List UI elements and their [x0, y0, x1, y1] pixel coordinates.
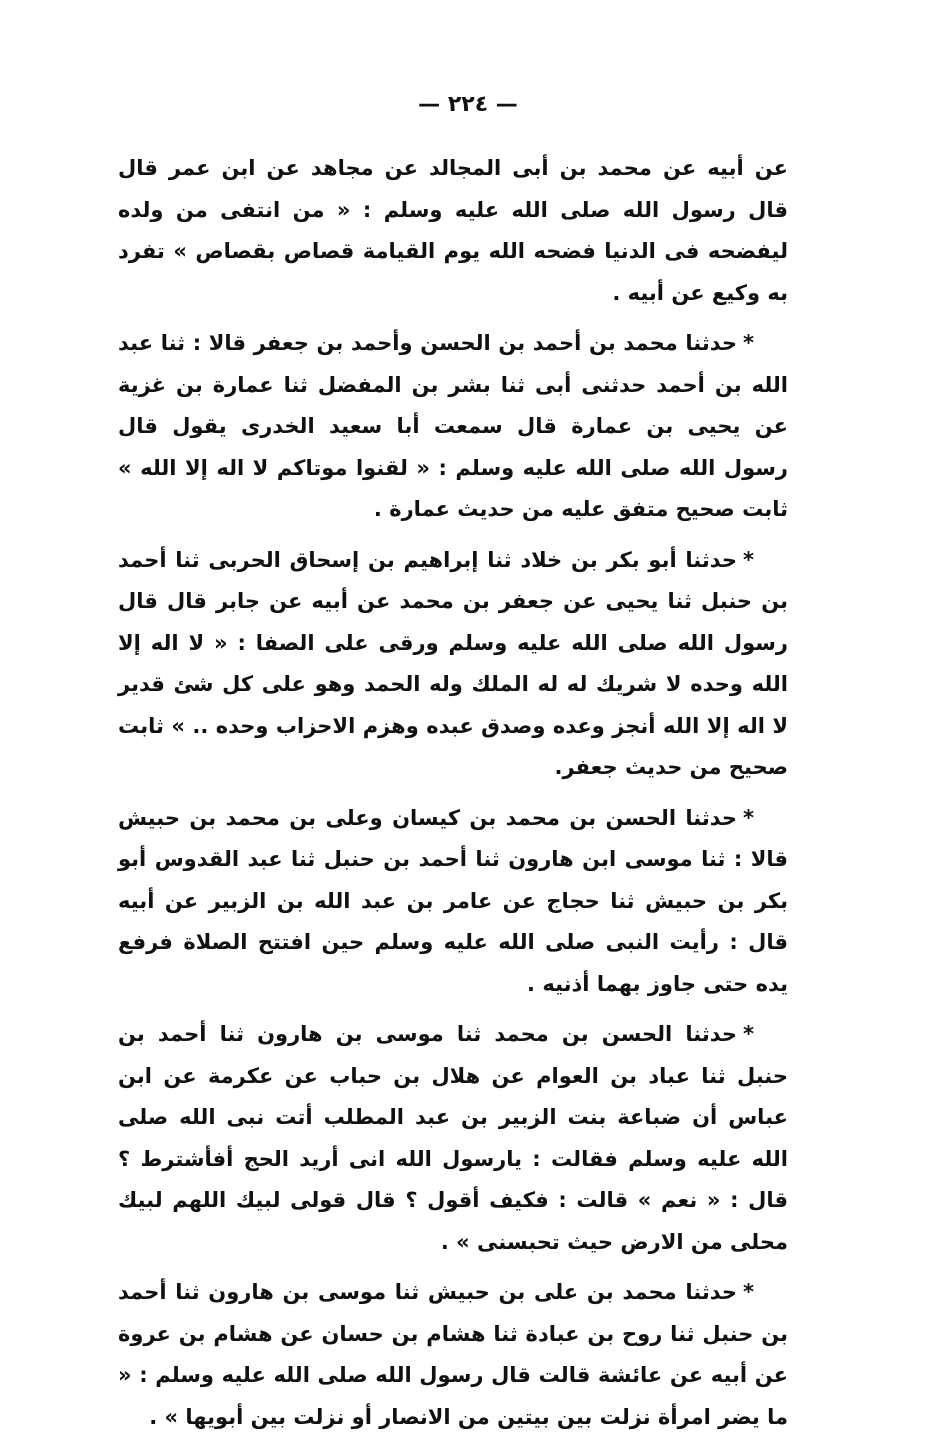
paragraph-3: [118, 540, 788, 789]
paragraph-1: [118, 148, 788, 314]
paragraph-text: حدثنا محمد بن أحمد بن الحسن وأحمد بن جعفر قالا : ثنا عبد الله بن أحمد حدثنى أبى ثنا بشر بن المفضل ثنا عمارة بن غزية عن يحيى بن عمارة قال سمعت أبا سعيد الخدرى يقول قال رسول الله صلى الله عليه وسلم : « لقنوا موتاكم لا اله إلا الله » ثابت صحيح متفق عليه من حديث عمارة .: [118, 331, 788, 521]
paragraph-text: حدثنا أبو بكر بن خلاد ثنا إبراهيم بن إسحاق الحربى ثنا أحمد بن حنبل ثنا يحيى عن جعفر بن محمد عن أبيه عن جابر قال قال رسول الله صلى الله عليه وسلم ورقى على الصفا : « لا اله إلا الله وحده لا شريك له له الملك وله الحمد وهو على كل شئ قدير لا اله إلا الله أنجز وعده وصدق عبده وهزم الاحزاب وحده .. » ثابت صحيح من حديث جعفر.: [118, 547, 788, 779]
paragraph-text: حدثنا الحسن بن محمد ثنا موسى بن هارون ثنا أحمد بن حنبل ثنا عباد بن العوام عن هلال بن حباب عن عكرمة عن ابن عباس أن ضباعة بنت الزبير بن عبد المطلب أتت نبى الله صلى الله عليه وسلم فقالت : يارسول الله انى أريد الحج أفأشترط ؟ قال : « نعم » قالت : فكيف أقول ؟ قال قولى لبيك اللهم لبيك محلى من الارض حيث تحبسنى » .: [118, 1022, 788, 1254]
paragraph-4: [118, 798, 788, 1006]
paragraph-text: حدثنا محمد بن على بن حبيش ثنا موسى بن هارون ثنا أحمد بن حنبل ثنا روح بن عبادة ثنا هشام بن حسان عن هشام بن عروة عن أبيه عن عائشة قالت قال رسول الله صلى الله عليه وسلم : « ما يضر امرأة نزلت بين بيتين من الانصار أو نزلت بين أبويها » .: [118, 1280, 788, 1429]
paragraph-text: عن أبيه عن محمد بن أبى المجالد عن مجاهد عن ابن عمر قال قال رسول الله صلى الله عليه وسلم : « من انتفى من ولده ليفضحه فى الدنيا فضحه الله يوم القيامة قصاص بقصاص » تفرد به وكيع عن أبيه .: [118, 156, 788, 305]
paragraph-text: حدثنا الحسن بن محمد بن كيسان وعلى بن محمد بن حبيش قالا : ثنا موسى ابن هارون ثنا أحمد بن حنبل ثنا عبد القدوس أبو بكر بن حبيش ثنا حجاج عن عامر بن عبد الله بن الزبير عن أبيه قال : رأيت النبى صلى الله عليه وسلم حين افتتح الصلاة فرفع يده حتى جاوز بهما أذنيه .: [118, 805, 788, 996]
body-text: [118, 148, 788, 1447]
asterisk-marker: *: [743, 1280, 754, 1304]
asterisk-marker: *: [743, 1022, 754, 1046]
asterisk-marker: *: [743, 805, 754, 830]
page-number: — ٢٢٤ —: [418, 92, 518, 117]
paragraph-2: [118, 323, 788, 531]
asterisk-marker: *: [743, 331, 754, 355]
paragraph-6: [118, 1272, 788, 1438]
asterisk-marker: *: [743, 547, 754, 572]
paragraph-5: [118, 1014, 788, 1263]
